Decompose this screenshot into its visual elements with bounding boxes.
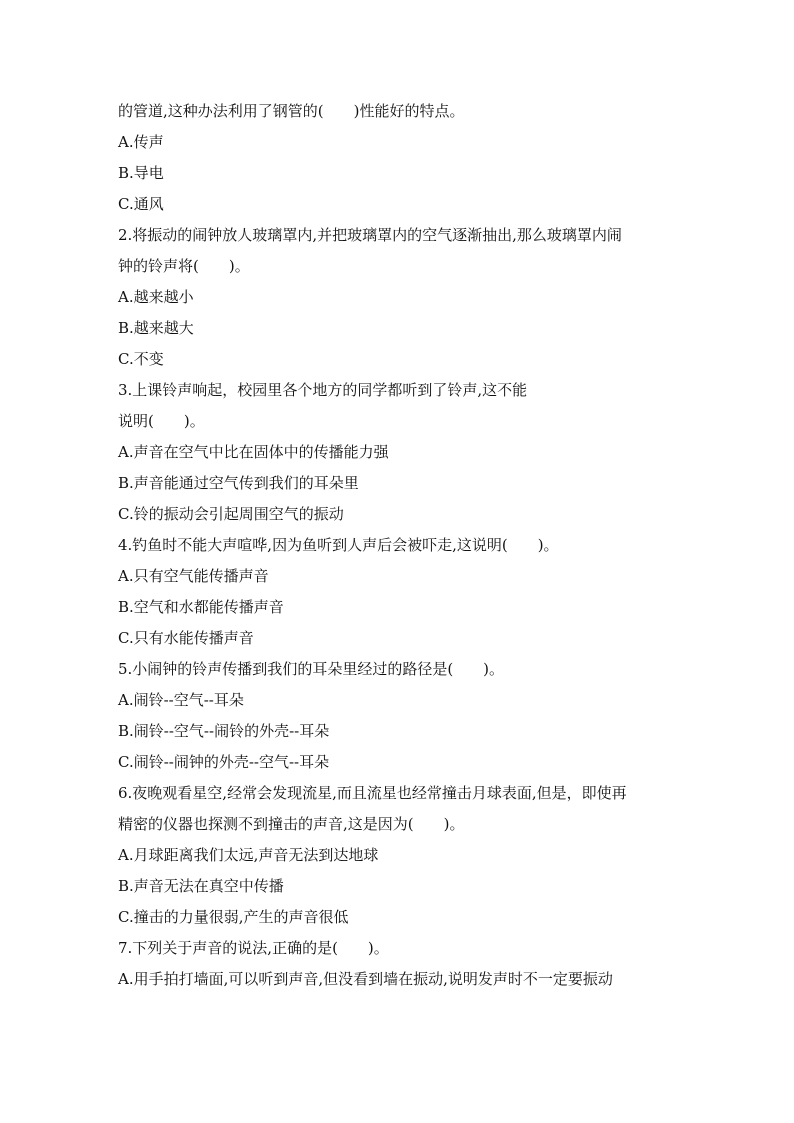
option-line: A.只有空气能传播声音 xyxy=(118,567,269,585)
option-line: C.闹铃--闹钟的外壳--空气--耳朵 xyxy=(118,753,330,771)
question-line: 钟的铃声将( )。 xyxy=(118,257,250,275)
option-line: B.导电 xyxy=(118,164,164,182)
option-line: B.声音无法在真空中传播 xyxy=(118,877,284,895)
option-line: A.月球距离我们太远,声音无法到达地球 xyxy=(118,846,379,864)
text-line: 的管道,这种办法利用了钢管的( )性能好的特点。 xyxy=(118,102,465,120)
option-line: A.越来越小 xyxy=(118,288,194,306)
option-line: B.越来越大 xyxy=(118,319,194,337)
question-line: 精密的仪器也探测不到撞击的声音,这是因为( )。 xyxy=(118,815,465,833)
option-line: A.用手拍打墙面,可以听到声音,但没看到墙在振动,说明发声时不一定要振动 xyxy=(118,970,613,988)
option-line: C.不变 xyxy=(118,350,164,368)
question-line: 6.夜晚观看星空,经常会发现流星,而且流星也经常撞击月球表面,但是，即使再 xyxy=(118,784,627,802)
option-line: C.通风 xyxy=(118,195,164,213)
question-line: 2.将振动的闹钟放人玻璃罩内,并把玻璃罩内的空气逐渐抽出,那么玻璃罩内闹 xyxy=(118,226,622,244)
question-line: 说明( )。 xyxy=(118,412,205,430)
option-line: A.声音在空气中比在固体中的传播能力强 xyxy=(118,443,389,461)
option-line: C.只有水能传播声音 xyxy=(118,629,254,647)
option-line: C.铃的振动会引起周围空气的振动 xyxy=(118,505,344,523)
document-page xyxy=(118,96,678,995)
question-line: 5.小闹钟的铃声传播到我们的耳朵里经过的路径是( )。 xyxy=(118,660,505,678)
option-line: C.撞击的力量很弱,产生的声音很低 xyxy=(118,908,349,926)
option-line: A.闹铃--空气--耳朵 xyxy=(118,691,244,709)
option-line: B.空气和水都能传播声音 xyxy=(118,598,284,616)
option-line: B.声音能通过空气传到我们的耳朵里 xyxy=(118,474,359,492)
question-line: 3.上课铃声响起，校园里各个地方的同学都听到了铃声,这不能 xyxy=(118,381,528,399)
option-line: B.闹铃--空气--闹铃的外壳--耳朵 xyxy=(118,722,330,740)
question-line: 7.下列关于声音的说法,正确的是( )。 xyxy=(118,939,389,957)
question-line: 4.钓鱼时不能大声喧哗,因为鱼听到人声后会被吓走,这说明( )。 xyxy=(118,536,559,554)
option-line: A.传声 xyxy=(118,133,164,151)
